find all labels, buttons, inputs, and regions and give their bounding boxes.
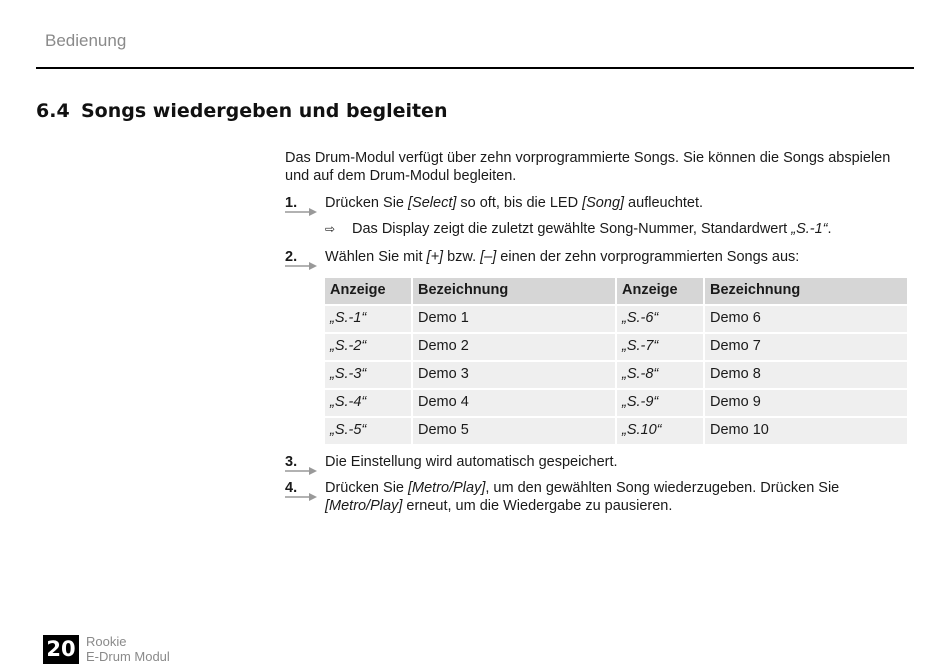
page-number: 20 <box>43 635 79 664</box>
table-cell: „S.-9“ <box>617 390 703 416</box>
step-arrow-icon <box>285 262 317 270</box>
table-cell: Demo 5 <box>413 418 615 444</box>
step-number: 2. <box>285 249 298 265</box>
table-cell: „S.-3“ <box>325 362 411 388</box>
step-arrow-icon <box>285 208 317 216</box>
step-text: Die Einstellung wird automatisch gespeichert. <box>325 453 618 470</box>
step-1 <box>285 195 913 213</box>
table-cell: „S.-2“ <box>325 334 411 360</box>
step-text: so oft, bis die LED <box>456 195 583 211</box>
step-text: Drücken Sie <box>325 195 409 211</box>
column-header: Anzeige <box>617 278 703 304</box>
section-number: 6.4 <box>36 100 70 122</box>
table-cell: Demo 7 <box>705 334 907 360</box>
table-cell: „S.10“ <box>617 418 703 444</box>
table-cell: Demo 3 <box>413 362 615 388</box>
table-row <box>325 390 907 416</box>
footer-product <box>86 634 170 664</box>
table-cell: „S.-5“ <box>325 418 411 444</box>
running-header: Bedienung <box>45 31 127 50</box>
header-divider <box>36 67 914 69</box>
key-label: [+] <box>426 249 444 265</box>
main-content <box>285 150 913 524</box>
table-row <box>325 334 907 360</box>
intro-paragraph: Das Drum-Modul verfügt über zehn vorprogrammierte Songs. Sie können die Songs abspielen und auf dem Drum-Modul begleiten. <box>285 150 891 184</box>
table-row <box>325 306 907 332</box>
footer-product-type: E-Drum Modul <box>86 649 170 664</box>
result-text: . <box>827 220 832 237</box>
result-arrow-icon: ⇨ <box>325 221 336 236</box>
table-cell: „S.-8“ <box>617 362 703 388</box>
section-title: Songs wiedergeben und begleiten <box>81 100 448 122</box>
step-text: erneut, um die Wiedergabe zu pausieren. <box>402 497 673 514</box>
section-heading <box>36 100 447 122</box>
step-arrow-icon <box>285 467 317 475</box>
table-cell: Demo 1 <box>413 306 615 332</box>
table-cell: Demo 6 <box>705 306 907 332</box>
table-cell: „S.-7“ <box>617 334 703 360</box>
key-label: [Metro/Play] <box>408 480 486 496</box>
table-cell: Demo 8 <box>705 362 907 388</box>
display-value: „S.-1“ <box>791 220 828 237</box>
key-label: [Metro/Play] <box>325 497 403 514</box>
footer-product-name: Rookie <box>86 634 127 649</box>
step-number: 4. <box>285 480 298 496</box>
step-text: Wählen Sie mit <box>325 249 427 265</box>
step-text: aufleuchtet. <box>624 195 704 211</box>
column-header: Bezeichnung <box>413 278 615 304</box>
key-label: [–] <box>480 249 497 265</box>
column-header: Anzeige <box>325 278 411 304</box>
step-2 <box>285 249 913 267</box>
table-cell: Demo 2 <box>413 334 615 360</box>
table-cell: „S.-4“ <box>325 390 411 416</box>
result-text: Das Display zeigt die zuletzt gewählte Song-Nummer, Standardwert <box>352 220 792 237</box>
step-4 <box>285 480 913 515</box>
step-text: einen der zehn vorprogrammierten Songs aus: <box>496 249 800 265</box>
step-1-result <box>285 221 913 239</box>
step-number: 1. <box>285 195 298 211</box>
table-cell: „S.-6“ <box>617 306 703 332</box>
table-cell: Demo 9 <box>705 390 907 416</box>
led-label: [Song] <box>582 195 625 211</box>
step-text: , um den gewählten Song wiederzugeben. Drücken Sie <box>485 480 840 496</box>
step-text: bzw. <box>443 249 481 265</box>
table-cell: Demo 10 <box>705 418 907 444</box>
step-arrow-icon <box>285 493 317 501</box>
column-header: Bezeichnung <box>705 278 907 304</box>
table-row <box>325 418 907 444</box>
key-label: [Select] <box>408 195 457 211</box>
table-cell: Demo 4 <box>413 390 615 416</box>
step-3 <box>285 454 913 472</box>
table-cell: „S.-1“ <box>325 306 411 332</box>
table-row <box>325 362 907 388</box>
table-header-row <box>325 278 907 304</box>
step-text: Drücken Sie <box>325 480 409 496</box>
step-number: 3. <box>285 453 298 470</box>
songs-table <box>323 276 909 446</box>
